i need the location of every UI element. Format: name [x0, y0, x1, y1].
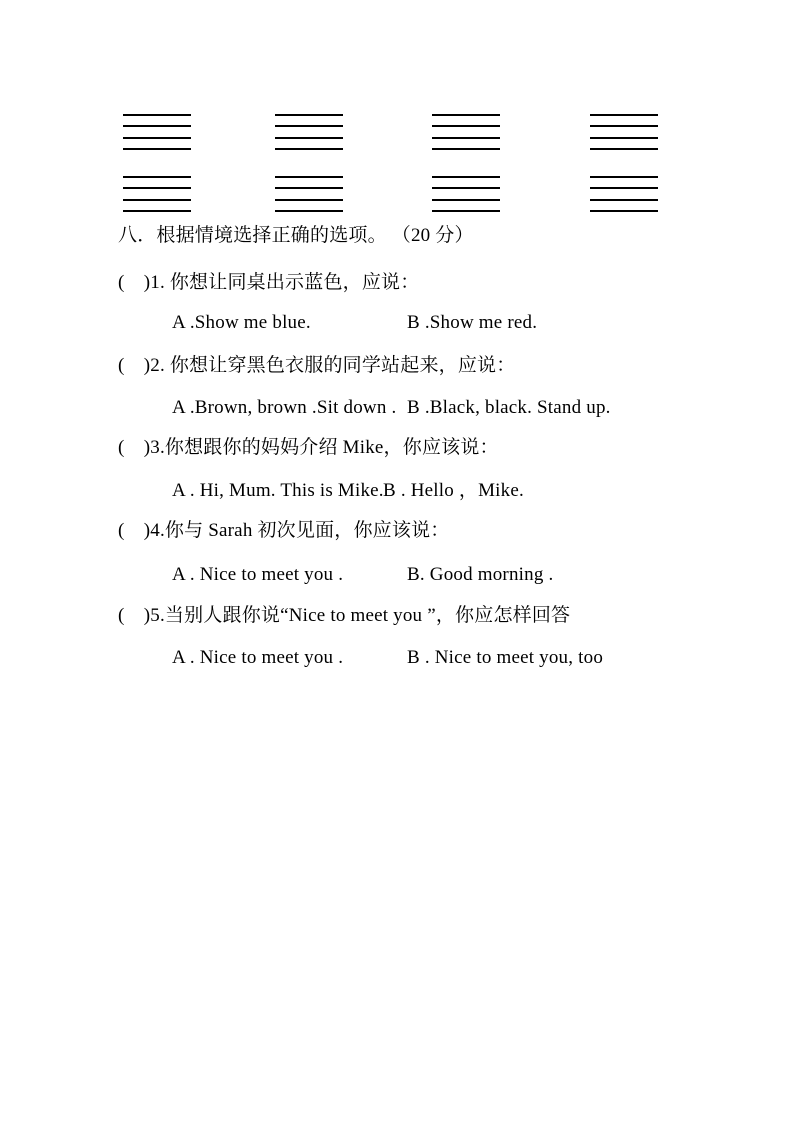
question-2-option-b: B .Black, black. Stand up. [407, 397, 611, 418]
question-2-options [0, 395, 793, 421]
writing-line [590, 176, 658, 178]
question-1-stem: ( )1. 你想让同桌出示蓝色，应说： [118, 272, 420, 293]
section-title: 八．根据情境选择正确的选项。 （20 分） [118, 225, 474, 246]
question-4-options [0, 562, 793, 588]
writing-grid [432, 176, 500, 212]
writing-line [123, 148, 191, 150]
writing-line [123, 176, 191, 178]
writing-line [590, 148, 658, 150]
question-5-options [0, 645, 793, 671]
question-1-option-b: B .Show me red. [407, 312, 538, 333]
writing-line [275, 187, 343, 189]
writing-line [123, 114, 191, 116]
writing-line [275, 148, 343, 150]
writing-line [275, 137, 343, 139]
writing-line [590, 125, 658, 127]
question-2-option-a: A .Brown, brown .Sit down . [172, 397, 397, 418]
question-3-options [0, 478, 793, 504]
writing-line [432, 114, 500, 116]
writing-grid [275, 114, 343, 150]
writing-line [123, 210, 191, 212]
writing-line [432, 210, 500, 212]
writing-line [432, 187, 500, 189]
writing-line [275, 210, 343, 212]
writing-line [275, 125, 343, 127]
writing-grid [590, 176, 658, 212]
question-2-stem: ( )2. 你想让穿黑色衣服的同学站起来，应说： [118, 355, 516, 376]
writing-line [590, 187, 658, 189]
question-1-options [0, 310, 793, 336]
writing-line [432, 176, 500, 178]
writing-line [123, 125, 191, 127]
writing-grid [590, 114, 658, 150]
writing-grid [275, 176, 343, 212]
writing-line [590, 114, 658, 116]
question-5-stem: ( )5.当别人跟你说“Nice to meet you ”，你应怎样回答 [118, 605, 571, 626]
writing-line [275, 114, 343, 116]
writing-line [123, 137, 191, 139]
writing-line [123, 187, 191, 189]
writing-grid [123, 176, 191, 212]
writing-line [432, 125, 500, 127]
writing-line [275, 176, 343, 178]
writing-line [590, 210, 658, 212]
question-1-option-a: A .Show me blue. [172, 312, 311, 333]
question-4-option-a: A . Nice to meet you . [172, 564, 344, 585]
writing-grid [123, 114, 191, 150]
question-5-option-a: A . Nice to meet you . [172, 647, 344, 668]
writing-line [123, 199, 191, 201]
writing-line [432, 148, 500, 150]
question-3-stem: ( )3.你想跟你的妈妈介绍 Mike，你应该说： [118, 437, 499, 458]
question-5-option-b: B . Nice to meet you, too [407, 647, 604, 668]
question-3-option-b: B . Hello ，Mike. [383, 480, 524, 501]
question-3-option-a: A . Hi, Mum. This is Mike. [172, 480, 384, 501]
writing-line [590, 199, 658, 201]
question-4-stem: ( )4.你与 Sarah 初次见面，你应该说： [118, 520, 450, 541]
writing-grid [432, 114, 500, 150]
writing-line [275, 199, 343, 201]
writing-line [432, 199, 500, 201]
question-4-option-b: B. Good morning . [407, 564, 554, 585]
writing-line [590, 137, 658, 139]
writing-line [432, 137, 500, 139]
